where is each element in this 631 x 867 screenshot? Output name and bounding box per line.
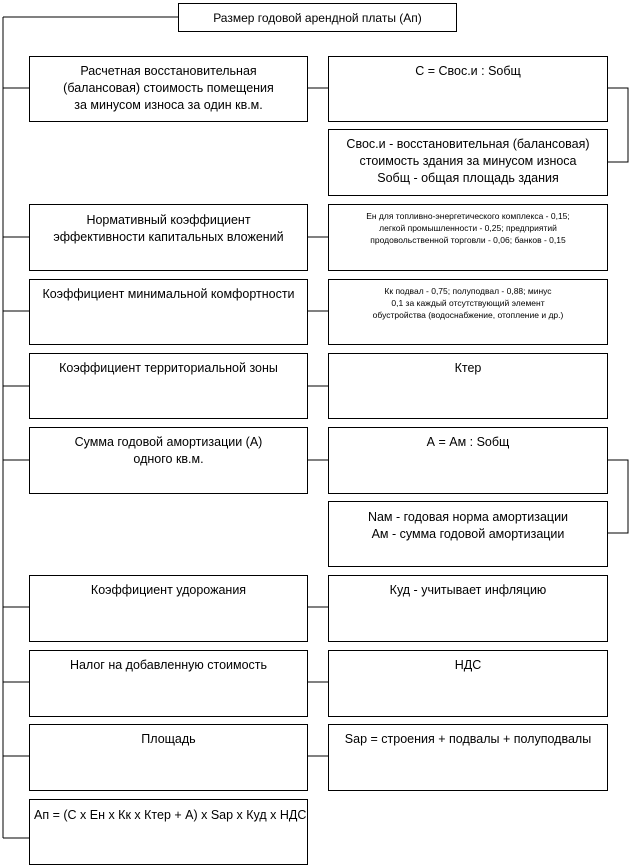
right-box-line: Ен для топливно-энергетического комплекса - 0,15; [366, 211, 570, 221]
right-box-line: обустройства (водоснабжение, отопление и др.) [372, 310, 564, 320]
extra-box-line: Ам - сумма годовой амортизации [371, 527, 565, 541]
extra-box-line: Свос.и - восстановительная (балансовая) [346, 137, 590, 151]
left-box-line: Нормативный коэффициент [86, 213, 251, 227]
right-box-depreciation-formula [328, 427, 608, 494]
right-box-line: А = Ам : Sобщ [426, 435, 510, 449]
right-box-inflation [328, 575, 608, 642]
right-box-line: С = Свос.и : Sобщ [415, 64, 521, 78]
left-box-line: Расчетная восстановительная [80, 64, 257, 78]
left-box-area [29, 724, 308, 791]
right-box-line: Куд - учитывает инфляцию [389, 583, 547, 597]
left-box-restoration-cost [29, 56, 308, 122]
left-box-line: (балансовая) стоимость помещения [63, 81, 274, 95]
left-box-line: Площадь [141, 732, 196, 746]
left-box-line: эффективности капитальных вложений [53, 230, 284, 244]
right-box-cost-formula [328, 56, 608, 122]
left-box-appreciation-coefficient [29, 575, 308, 642]
extra-box-cost-definitions [328, 129, 608, 196]
left-box-line: Коэффициент минимальной комфортности [42, 287, 295, 301]
left-box-efficiency-coefficient [29, 204, 308, 271]
left-box-vat [29, 650, 308, 717]
left-box-depreciation [29, 427, 308, 494]
left-box-line: Коэффициент удорожания [90, 583, 247, 597]
title-box [178, 3, 457, 32]
right-box-line: Sар = строения + подвалы + полуподвалы [344, 732, 592, 746]
right-box-comfort-values [328, 279, 608, 345]
left-box-comfort-coefficient [29, 279, 308, 345]
right-box-territorial-symbol [328, 353, 608, 419]
extra-box-line: Sобщ - общая площадь здания [377, 171, 559, 185]
extra-box-line: Nам - годовая норма амортизации [367, 510, 569, 524]
right-box-line: 0,1 за каждый отсутствующий элемент [391, 298, 545, 308]
right-box-line: Ктер [454, 361, 482, 375]
right-box-line: легкой промышленности - 0,25; предприятий [379, 223, 557, 233]
left-box-territorial-coefficient [29, 353, 308, 419]
right-box-vat-symbol [328, 650, 608, 717]
right-box-line: продовольственной торговли - 0,06; банков - 0,15 [370, 235, 566, 245]
left-box-line: Налог на добавленную стоимость [69, 658, 268, 672]
left-box-line: Коэффициент территориальной зоны [59, 361, 278, 375]
right-box-line: Кк подвал - 0,75; полуподвал - 0,88; минус [384, 286, 552, 296]
title-text: Размер годовой арендной платы (Ап) [213, 11, 422, 25]
extra-box-line: стоимость здания за минусом износа [359, 154, 577, 168]
left-box-line: за минусом износа за один кв.м. [74, 98, 263, 112]
right-box-efficiency-values [328, 204, 608, 271]
extra-box-depreciation-definitions [328, 501, 608, 567]
formula-box [29, 799, 308, 865]
left-box-line: Сумма годовой амортизации (А) [74, 435, 263, 449]
formula-text: Ап = (С х Ен х Кк х Ктер + А) х Sар х Куд х НДС [34, 808, 307, 822]
right-box-area-formula [328, 724, 608, 791]
left-box-line: одного кв.м. [133, 452, 204, 466]
right-box-line: НДС [454, 658, 482, 672]
